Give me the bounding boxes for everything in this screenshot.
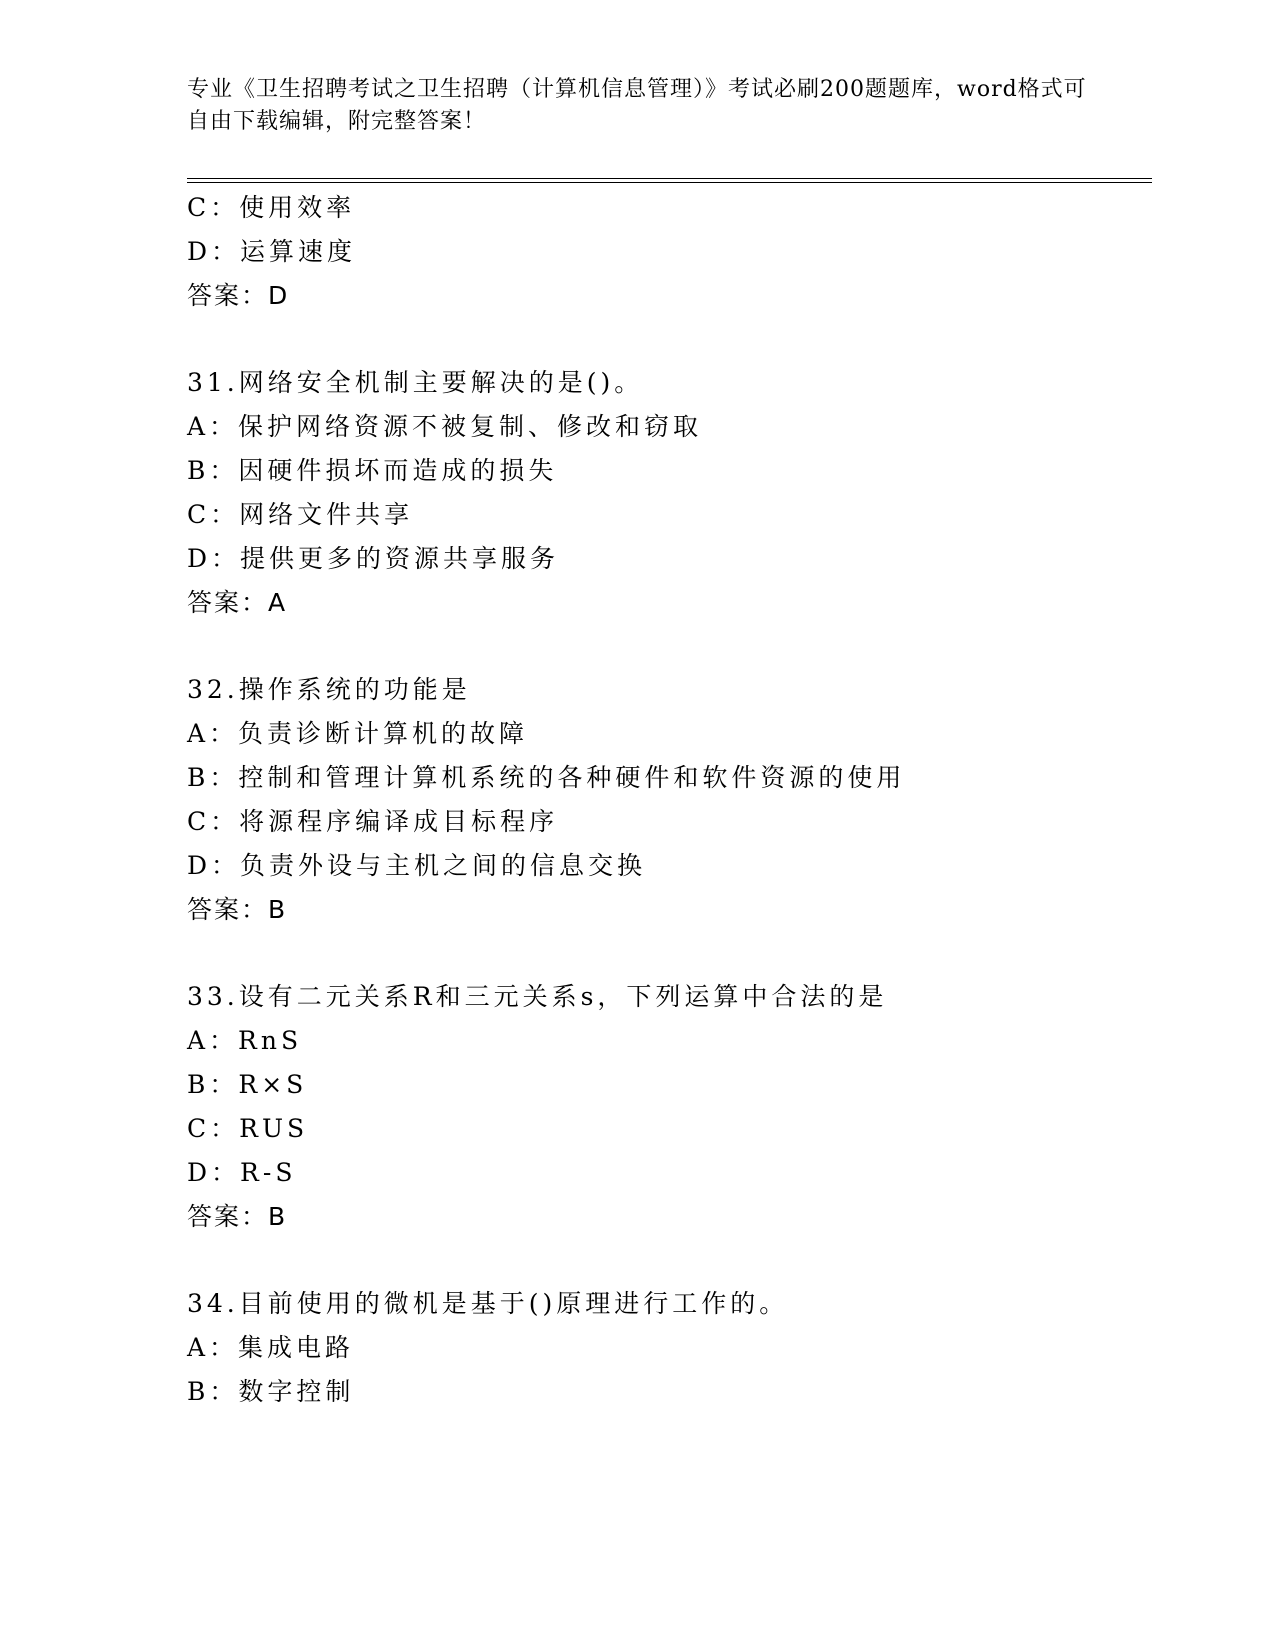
- question-33: 33.设有二元关系R和三元关系s，下列运算中合法的是: [187, 982, 888, 1011]
- option-b: B：因硬件损坏而造成的损失: [187, 456, 558, 485]
- answer: 答案：B: [187, 1202, 288, 1231]
- option-c: C：网络文件共享: [187, 500, 414, 529]
- header-rule-top: [187, 178, 1152, 179]
- question-34: 34.目前使用的微机是基于()原理进行工作的。: [187, 1289, 789, 1318]
- document-header: 专业《卫生招聘考试之卫生招聘（计算机信息管理）》考试必刷200题题库，word格式可自由下载编辑，附完整答案！: [187, 77, 1087, 134]
- option-d: D：R-S: [187, 1158, 297, 1187]
- answer: 答案：A: [187, 588, 288, 617]
- answer: 答案：D: [187, 281, 290, 310]
- option-a: A：负责诊断计算机的故障: [187, 719, 529, 748]
- option-c: C：将源程序编译成目标程序: [187, 807, 559, 836]
- option-b: B：数字控制: [187, 1377, 355, 1406]
- option-c: C：RUS: [187, 1114, 309, 1143]
- header-rule-bottom: [187, 182, 1152, 183]
- option-d: D：负责外设与主机之间的信息交换: [187, 851, 647, 880]
- option-a: A：保护网络资源不被复制、修改和窃取: [187, 412, 703, 441]
- option-c: C：使用效率: [187, 193, 356, 222]
- option-d: D：提供更多的资源共享服务: [187, 544, 560, 573]
- option-b: B：R×S: [187, 1070, 308, 1099]
- option-a: A：RnS: [187, 1026, 303, 1055]
- answer: 答案：B: [187, 895, 288, 924]
- option-a: A：集成电路: [187, 1333, 355, 1362]
- question-31: 31.网络安全机制主要解决的是()。: [187, 368, 644, 397]
- option-b: B：控制和管理计算机系统的各种硬件和软件资源的使用: [187, 763, 906, 792]
- question-32: 32.操作系统的功能是: [187, 675, 471, 704]
- option-d: D：运算速度: [187, 237, 357, 266]
